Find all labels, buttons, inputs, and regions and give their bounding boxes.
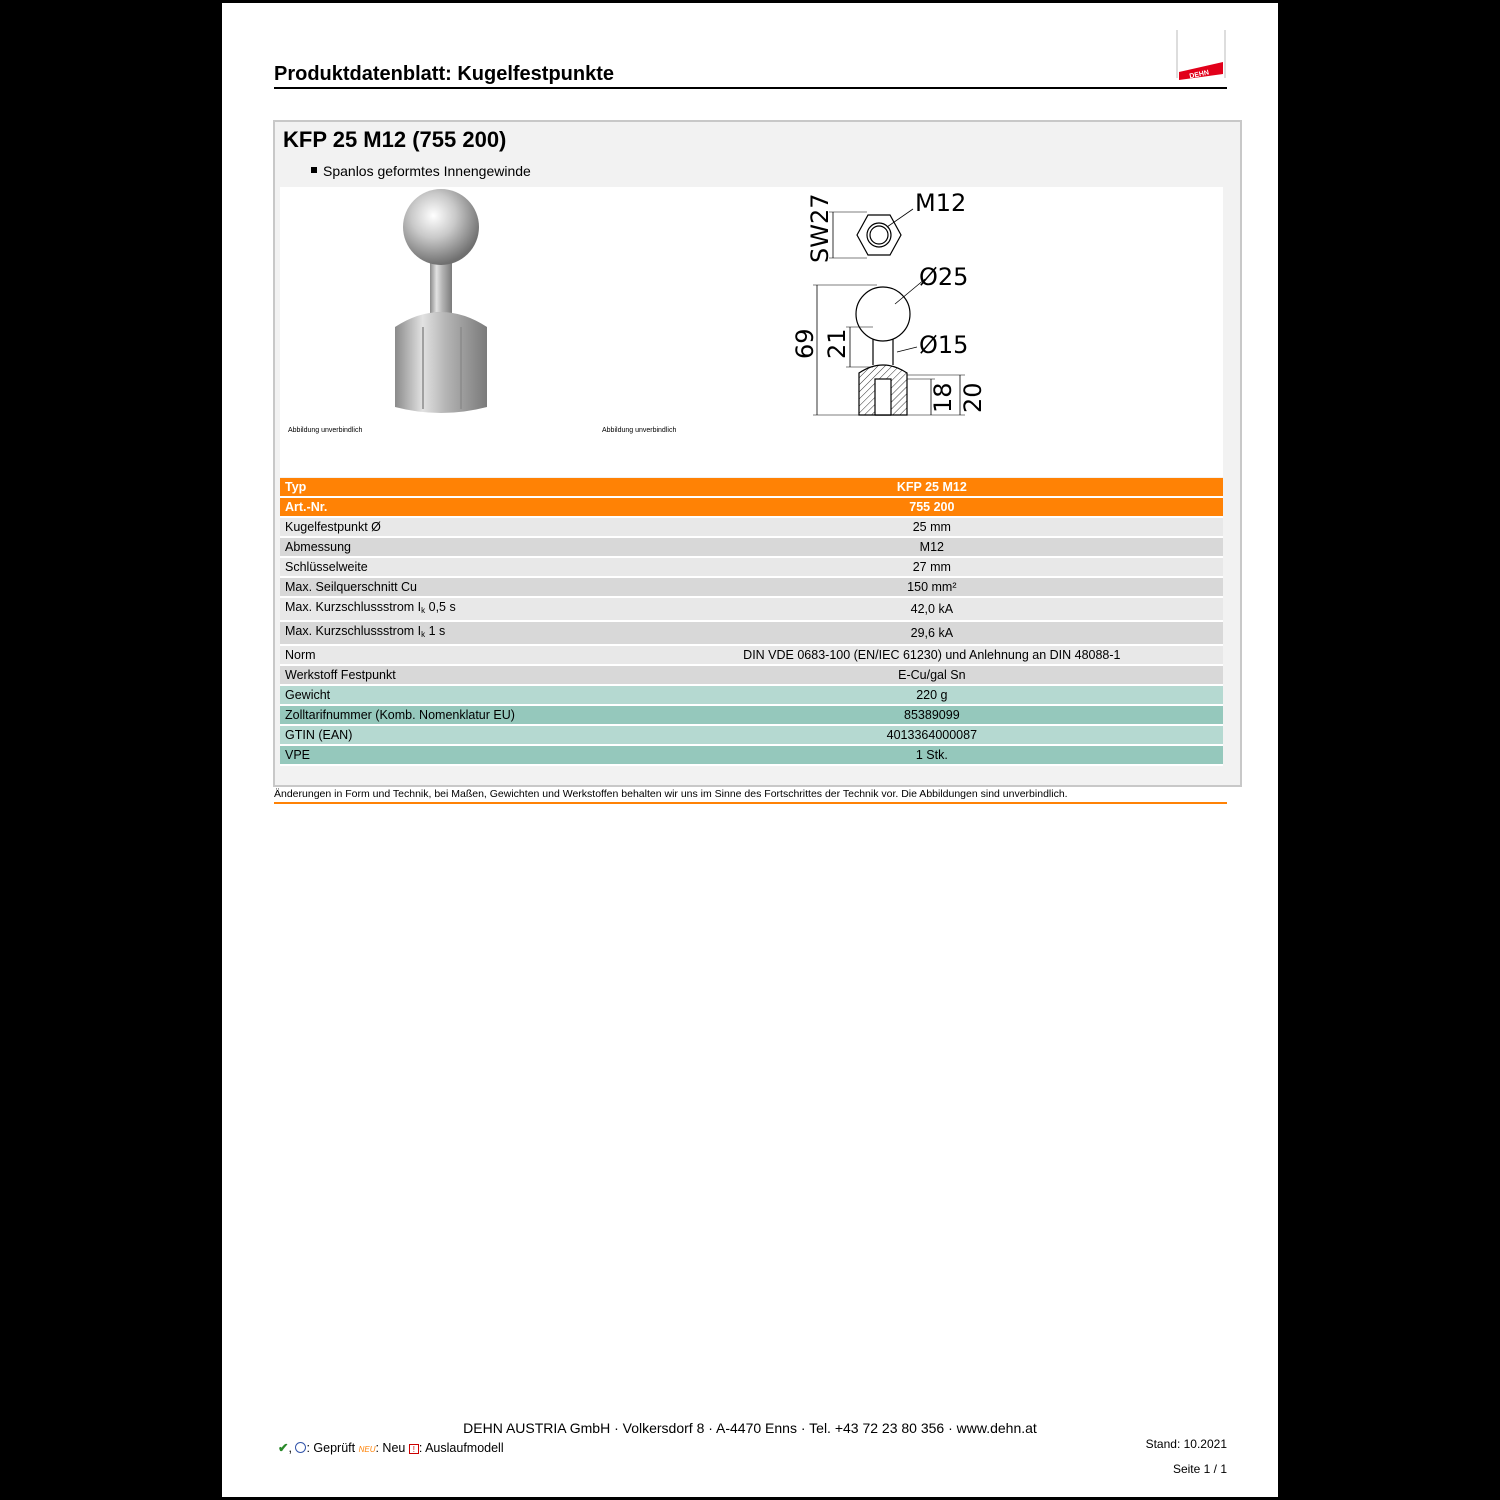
feature-text: Spanlos geformtes Innengewinde <box>323 163 531 179</box>
row-label: Norm <box>280 645 641 665</box>
row-value: 1 Stk. <box>641 745 1223 765</box>
row-value: 150 mm² <box>641 577 1223 597</box>
check-icon: ✔ <box>278 1441 289 1455</box>
svg-text:DEHN: DEHN <box>1188 69 1210 81</box>
row-label: Schlüsselweite <box>280 557 641 577</box>
table-row <box>280 621 1223 645</box>
label-21: 21 <box>823 328 851 359</box>
table-row <box>280 577 1223 597</box>
table-row <box>280 665 1223 685</box>
footer-rule <box>274 802 1227 804</box>
label-18: 18 <box>929 382 957 413</box>
row-label: Zolltarifnummer (Komb. Nomenklatur EU) <box>280 705 641 725</box>
label-d15: Ø15 <box>919 331 969 359</box>
table-row <box>280 705 1223 725</box>
row-value: E-Cu/gal Sn <box>641 665 1223 685</box>
table-row <box>280 537 1223 557</box>
table-header-row <box>280 497 1223 517</box>
product-title: KFP 25 M12 (755 200) <box>283 127 507 152</box>
stand-date: Stand: 10.2021 <box>1145 1437 1227 1451</box>
status-legend: ✔, : Geprüft NEU: Neu ! : Auslaufmodell <box>278 1441 504 1455</box>
label-d25: Ø25 <box>919 263 969 291</box>
table-row <box>280 557 1223 577</box>
product-box <box>273 120 1242 787</box>
label-m12: M12 <box>915 189 967 217</box>
row-label: VPE <box>280 745 641 765</box>
technical-drawing <box>791 187 1025 427</box>
row-value: 4013364000087 <box>641 725 1223 745</box>
page-number: Seite 1 / 1 <box>1172 1462 1227 1476</box>
document-title: Produktdatenblatt: Kugelfestpunkte <box>274 63 615 85</box>
row-label: GTIN (EAN) <box>280 725 641 745</box>
row-label: Max. Seilquerschnitt Cu <box>280 577 641 597</box>
label-20: 20 <box>959 382 987 413</box>
table-header-row <box>280 478 1223 497</box>
row-label: Max. Kurzschlussstrom $I_k$ 0,5 s <box>280 597 641 621</box>
auslauf-icon: ! <box>409 1444 419 1454</box>
photo-caption: Abbildung unverbindlich <box>288 427 363 434</box>
header-label: Typ <box>280 478 641 497</box>
document-page <box>222 3 1278 1497</box>
row-value: 29,6 kA <box>641 621 1223 645</box>
title-rule <box>274 87 1227 89</box>
image-area <box>280 187 1223 477</box>
label-sw27: SW27 <box>806 193 834 263</box>
spec-table <box>280 478 1223 766</box>
drawing-caption: Abbildung unverbindlich <box>602 427 677 434</box>
row-value: M12 <box>641 537 1223 557</box>
disclaimer: Änderungen in Form und Technik, bei Maßen, Gewichten und Werkstoffen behalten wir uns im Sinne des Fortschrittes der Technik vor. Die Abbildungen sind unverbindlich. <box>274 788 1068 800</box>
neu-icon: NEU <box>358 1445 376 1454</box>
table-row <box>280 685 1223 705</box>
row-value: DIN VDE 0683-100 (EN/IEC 61230) und Anlehnung an DIN 48088-1 <box>641 645 1223 665</box>
table-row <box>280 645 1223 665</box>
row-label: Gewicht <box>280 685 641 705</box>
row-value: 25 mm <box>641 517 1223 537</box>
company-address: DEHN AUSTRIA GmbH · Volkersdorf 8 · A-4470 Enns · Tel. +43 72 23 80 356 · www.dehn.at <box>463 1420 1037 1436</box>
header-value: 755 200 <box>641 497 1223 517</box>
header-label: Art.-Nr. <box>280 497 641 517</box>
row-value: 42,0 kA <box>641 597 1223 621</box>
label-69: 69 <box>791 328 819 359</box>
table-row <box>280 745 1223 765</box>
row-value: 27 mm <box>641 557 1223 577</box>
bullet-icon <box>311 167 317 173</box>
geprueft-icon <box>295 1442 306 1453</box>
product-photo <box>375 187 505 427</box>
row-value: 220 g <box>641 685 1223 705</box>
feature-item <box>311 163 531 179</box>
table-row <box>280 725 1223 745</box>
dehn-logo <box>1175 28 1227 82</box>
row-label: Max. Kurzschlussstrom $I_k$ 1 s <box>280 621 641 645</box>
row-value: 85389099 <box>641 705 1223 725</box>
header-value: KFP 25 M12 <box>641 478 1223 497</box>
row-label: Abmessung <box>280 537 641 557</box>
table-row <box>280 597 1223 621</box>
row-label: Werkstoff Festpunkt <box>280 665 641 685</box>
table-row <box>280 517 1223 537</box>
row-label: Kugelfestpunkt Ø <box>280 517 641 537</box>
